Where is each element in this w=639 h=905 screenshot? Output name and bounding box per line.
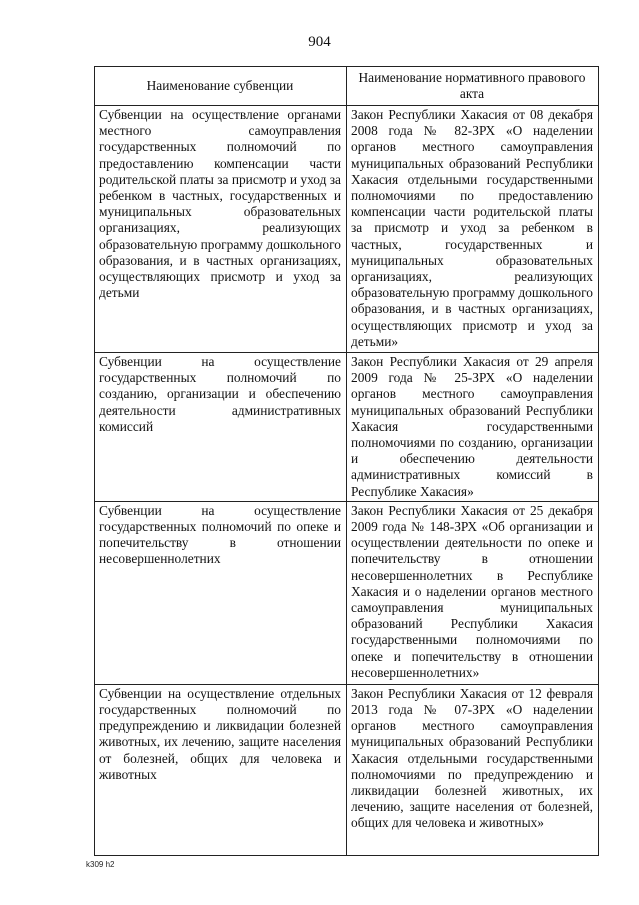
table-row [95,501,599,684]
subvention-cell: Субвенции на осуществление государственных полномочий по опеке и попечительству в отношении несовершеннолетних [95,501,347,684]
table-header-row [95,67,599,106]
legal-act-cell: Закон Республики Хакасия от 25 декабря 2009 года № 148-ЗРХ «Об организации и осуществлении деятельности по опеке и попечительству в отношении несовершеннолетних в Республике Хакасия и о наделении органов местного самоуправления муниципальных образований Республики Хакасия государственными полномочиями по опеке и попечительству в отношении несовершеннолетних» [347,501,599,684]
table-row [95,106,599,353]
table-row [95,684,599,855]
subventions-table [94,66,599,856]
document-code: k309 h2 [86,860,115,869]
subvention-cell: Субвенции на осуществление отдельных государственных полномочий по предупреждению и ликвидации болезней животных, их лечению, защите населения от болезней, общих для человека и животных [95,684,347,855]
column-header-legal-act: Наименование нормативного правового акта [347,67,599,106]
legal-act-cell: Закон Республики Хакасия от 12 февраля 2013 года № 07-ЗРХ «О наделении органов местного самоуправления муниципальных образований Республики Хакасия отдельными государственными полномочиями по предупреждению и ликвидации болезней животных, их лечению, защите населения от болезней, общих для человека и животных» [347,684,599,855]
legal-act-cell: Закон Республики Хакасия от 08 декабря 2008 года № 82-ЗРХ «О наделении органов местного самоуправления муниципальных образований Республики Хакасия отдельными государственными полномочиями по предоставлению компенсации части родительской платы за присмотр и уход за ребенком в частных, государственных и муниципальных образовательных организациях, реализующих образовательную программу дошкольного образования, и в частных организациях, осуществляющих присмотр и уход за детьми» [347,106,599,353]
subvention-cell: Субвенции на осуществление органами местного самоуправления государственных полномочий по предоставлению компенсации части родительской платы за присмотр и уход за ребенком в частных, государственных и муниципальных образовательных организациях, реализующих образовательную программу дошкольного образования, и в частных организациях, осуществляющих присмотр и уход за детьми [95,106,347,353]
table-row [95,353,599,502]
column-header-subvention: Наименование субвенции [95,67,347,106]
page-number: 904 [308,34,331,50]
subvention-cell: Субвенции на осуществление государственных полномочий по созданию, организации и обеспечению деятельности административных комиссий [95,353,347,502]
legal-act-cell: Закон Республики Хакасия от 29 апреля 2009 года № 25-ЗРХ «О наделении органов местного самоуправления муниципальных образований Республики Хакасия государственными полномочиями по созданию, организации и обеспечению деятельности административных комиссий в Республике Хакасия» [347,353,599,502]
